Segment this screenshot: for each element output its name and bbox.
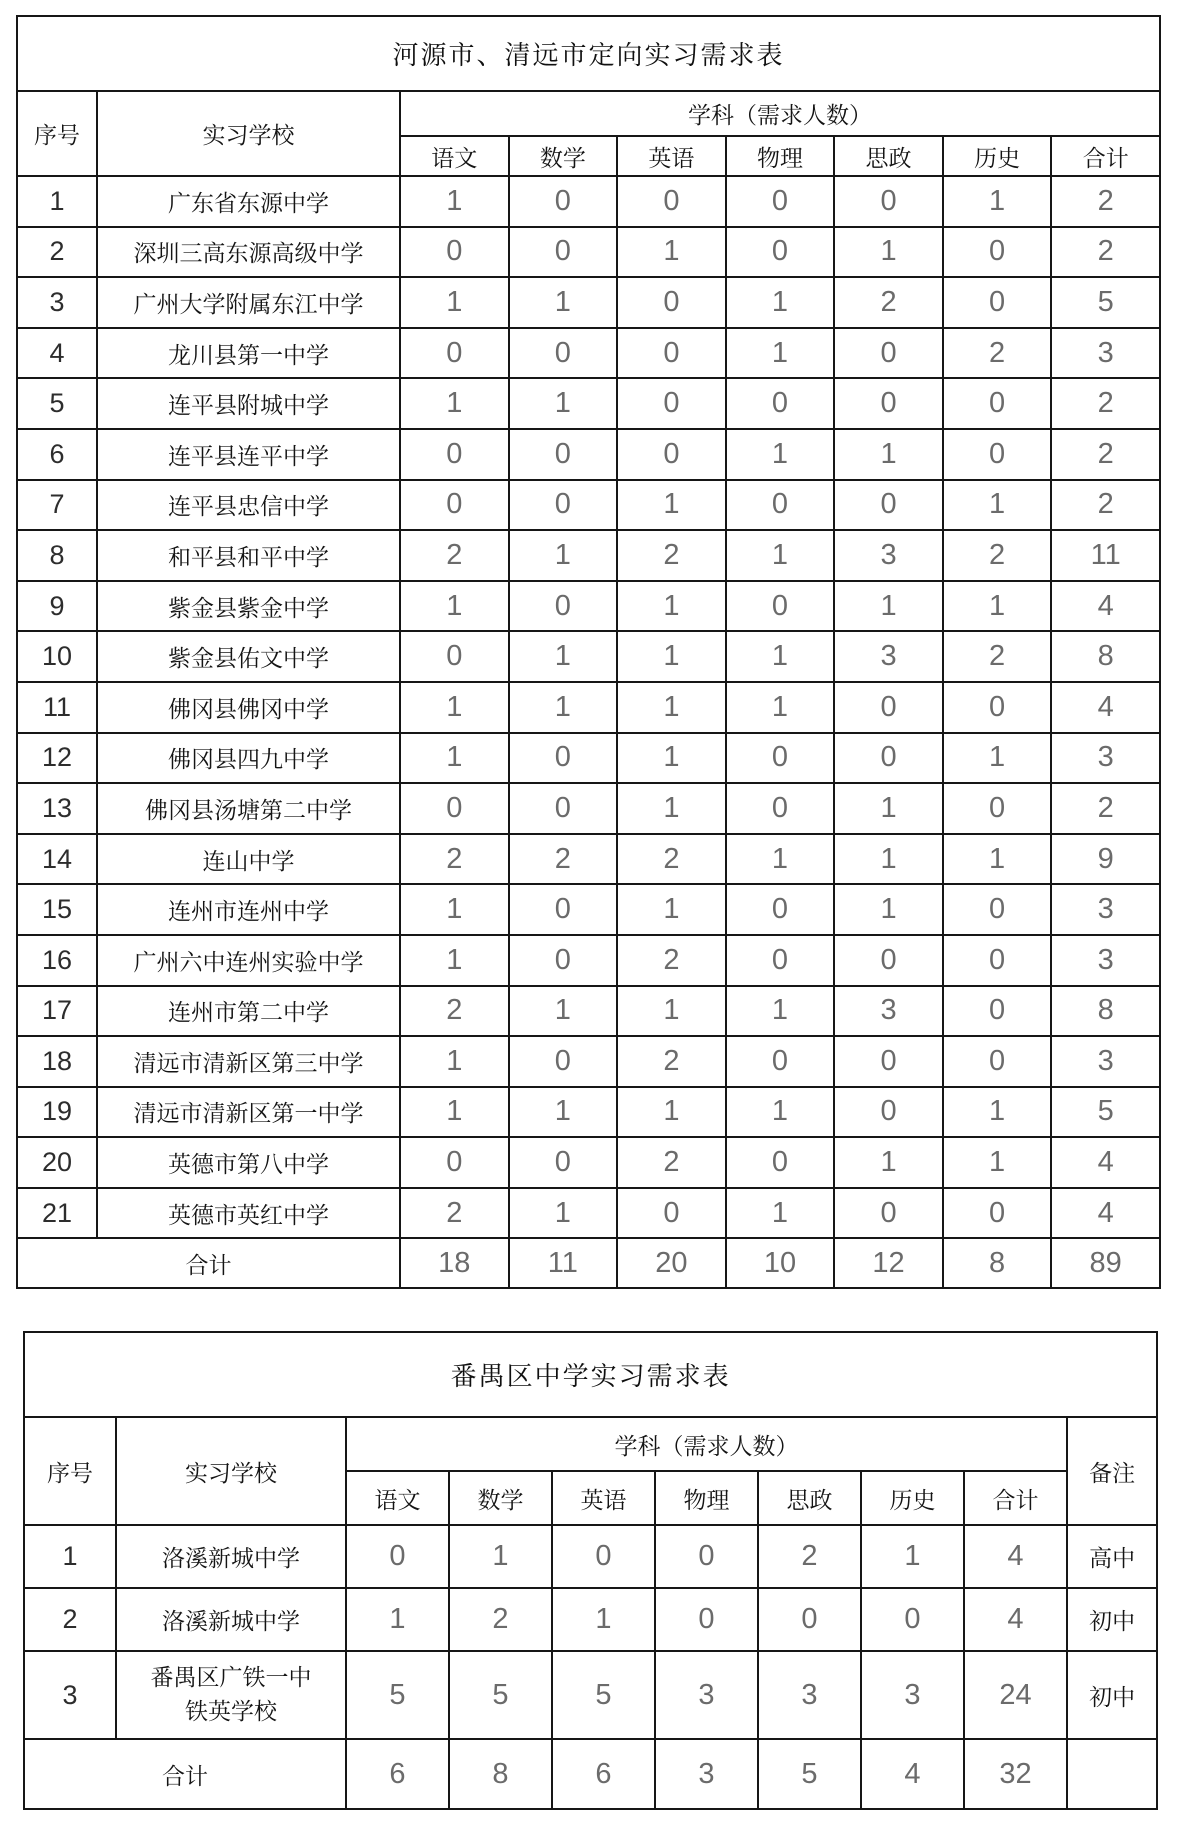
demand-value: 0 xyxy=(400,783,509,834)
demand-value: 0 xyxy=(617,277,726,328)
demand-value: 0 xyxy=(400,631,509,682)
table-row xyxy=(17,1188,1160,1239)
total-row xyxy=(24,1739,1157,1809)
total-value: 6 xyxy=(346,1739,449,1809)
demand-value: 0 xyxy=(509,1137,618,1188)
demand-value: 1 xyxy=(400,884,509,935)
demand-value: 0 xyxy=(400,480,509,531)
table2-header-row-1 xyxy=(24,1417,1157,1471)
table2-title-row xyxy=(24,1332,1157,1417)
demand-value: 1 xyxy=(617,783,726,834)
demand-value: 0 xyxy=(726,783,835,834)
demand-value: 0 xyxy=(943,884,1052,935)
total-value: 8 xyxy=(943,1238,1052,1288)
school-name: 紫金县紫金中学 xyxy=(97,581,400,632)
demand-value: 4 xyxy=(1051,1137,1160,1188)
demand-value: 1 xyxy=(400,935,509,986)
school-name: 英德市第八中学 xyxy=(97,1137,400,1188)
demand-value: 2 xyxy=(509,834,618,885)
demand-value: 2 xyxy=(400,834,509,885)
demand-value: 5 xyxy=(1051,277,1160,328)
demand-value: 4 xyxy=(964,1525,1067,1588)
demand-value: 0 xyxy=(509,935,618,986)
total-value: 5 xyxy=(758,1739,861,1809)
table1-title-row xyxy=(17,16,1160,91)
school-name: 连平县连平中学 xyxy=(97,429,400,480)
school-name: 清远市清新区第一中学 xyxy=(97,1087,400,1138)
demand-value: 1 xyxy=(943,581,1052,632)
demand-value: 5 xyxy=(1051,1087,1160,1138)
school-name: 番禺区广铁一中铁英学校 xyxy=(116,1651,346,1739)
total-label: 合计 xyxy=(24,1739,346,1809)
header-index: 序号 xyxy=(17,91,97,176)
demand-value: 3 xyxy=(1051,884,1160,935)
demand-value: 3 xyxy=(834,986,943,1037)
school-name: 洛溪新城中学 xyxy=(116,1525,346,1588)
demand-value: 0 xyxy=(617,378,726,429)
table-row xyxy=(17,884,1160,935)
demand-value: 0 xyxy=(943,1036,1052,1087)
demand-value: 1 xyxy=(726,986,835,1037)
demand-value: 1 xyxy=(509,682,618,733)
demand-value: 0 xyxy=(509,429,618,480)
demand-value: 1 xyxy=(400,378,509,429)
demand-value: 0 xyxy=(655,1588,758,1651)
table2-title: 番禺区中学实习需求表 xyxy=(24,1332,1157,1417)
demand-value: 4 xyxy=(1051,581,1160,632)
row-index: 14 xyxy=(17,834,97,885)
demand-value: 0 xyxy=(943,227,1052,278)
demand-value: 2 xyxy=(400,986,509,1037)
demand-value: 0 xyxy=(655,1525,758,1588)
table-row xyxy=(17,227,1160,278)
header-school: 实习学校 xyxy=(116,1417,346,1525)
demand-value: 2 xyxy=(1051,783,1160,834)
demand-value: 0 xyxy=(943,378,1052,429)
demand-value: 0 xyxy=(834,733,943,784)
demand-value: 0 xyxy=(726,378,835,429)
demand-value: 0 xyxy=(834,378,943,429)
demand-value: 1 xyxy=(617,884,726,935)
demand-value: 3 xyxy=(1051,733,1160,784)
demand-value: 0 xyxy=(400,227,509,278)
table1-title: 河源市、清远市定向实习需求表 xyxy=(17,16,1160,91)
demand-value: 0 xyxy=(726,227,835,278)
school-name: 清远市清新区第三中学 xyxy=(97,1036,400,1087)
table-row xyxy=(17,480,1160,531)
demand-value: 0 xyxy=(943,682,1052,733)
total-value: 11 xyxy=(509,1238,618,1288)
demand-value: 2 xyxy=(1051,480,1160,531)
row-index: 8 xyxy=(17,530,97,581)
demand-value: 0 xyxy=(726,1036,835,1087)
total-value: 18 xyxy=(400,1238,509,1288)
total-row xyxy=(17,1238,1160,1288)
demand-value: 3 xyxy=(861,1651,964,1739)
row-index: 1 xyxy=(24,1525,116,1588)
demand-value: 1 xyxy=(726,530,835,581)
school-name: 佛冈县佛冈中学 xyxy=(97,682,400,733)
demand-value: 2 xyxy=(758,1525,861,1588)
row-index: 17 xyxy=(17,986,97,1037)
demand-value: 3 xyxy=(1051,328,1160,379)
demand-value: 0 xyxy=(834,935,943,986)
demand-value: 2 xyxy=(834,277,943,328)
demand-value: 1 xyxy=(943,176,1052,227)
subject-header-politics: 思政 xyxy=(758,1471,861,1525)
demand-value: 0 xyxy=(943,935,1052,986)
school-name: 连州市第二中学 xyxy=(97,986,400,1037)
demand-value: 0 xyxy=(400,328,509,379)
demand-value: 2 xyxy=(449,1588,552,1651)
demand-value: 1 xyxy=(509,631,618,682)
remark-value: 高中 xyxy=(1067,1525,1157,1588)
demand-value: 1 xyxy=(726,631,835,682)
table-row xyxy=(17,328,1160,379)
table1-header-row-1 xyxy=(17,91,1160,136)
demand-value: 0 xyxy=(617,328,726,379)
school-name: 连山中学 xyxy=(97,834,400,885)
demand-value: 1 xyxy=(400,1036,509,1087)
subject-header-math: 数学 xyxy=(449,1471,552,1525)
table-row xyxy=(17,277,1160,328)
demand-value: 0 xyxy=(726,935,835,986)
demand-value: 1 xyxy=(509,1188,618,1239)
demand-value: 1 xyxy=(400,176,509,227)
demand-value: 2 xyxy=(943,530,1052,581)
subject-header-total: 合计 xyxy=(964,1471,1067,1525)
demand-value: 0 xyxy=(400,1137,509,1188)
row-index: 11 xyxy=(17,682,97,733)
demand-value: 1 xyxy=(834,581,943,632)
demand-value: 11 xyxy=(1051,530,1160,581)
table-row xyxy=(17,1087,1160,1138)
demand-value: 5 xyxy=(346,1651,449,1739)
demand-value: 0 xyxy=(834,1036,943,1087)
demand-value: 2 xyxy=(617,935,726,986)
school-name: 深圳三高东源高级中学 xyxy=(97,227,400,278)
demand-value: 1 xyxy=(943,733,1052,784)
demand-value: 1 xyxy=(617,581,726,632)
table-row xyxy=(17,1137,1160,1188)
demand-value: 0 xyxy=(861,1588,964,1651)
demand-value: 0 xyxy=(943,429,1052,480)
demand-value: 1 xyxy=(617,227,726,278)
table-row xyxy=(17,733,1160,784)
demand-value: 0 xyxy=(509,480,618,531)
demand-value: 1 xyxy=(834,429,943,480)
demand-value: 1 xyxy=(861,1525,964,1588)
demand-value: 2 xyxy=(400,530,509,581)
subject-header-english: 英语 xyxy=(617,136,726,176)
demand-value: 2 xyxy=(617,1137,726,1188)
demand-value: 1 xyxy=(726,429,835,480)
demand-value: 1 xyxy=(449,1525,552,1588)
table-row xyxy=(17,986,1160,1037)
total-value: 12 xyxy=(834,1238,943,1288)
demand-value: 1 xyxy=(943,834,1052,885)
demand-value: 1 xyxy=(400,682,509,733)
demand-value: 2 xyxy=(400,1188,509,1239)
demand-value: 0 xyxy=(346,1525,449,1588)
header-remark: 备注 xyxy=(1067,1417,1157,1525)
demand-value: 0 xyxy=(834,1188,943,1239)
demand-value: 0 xyxy=(758,1588,861,1651)
demand-value: 1 xyxy=(509,277,618,328)
demand-value: 2 xyxy=(1051,378,1160,429)
demand-value: 1 xyxy=(943,480,1052,531)
row-index: 21 xyxy=(17,1188,97,1239)
table-row xyxy=(17,935,1160,986)
demand-value: 0 xyxy=(726,733,835,784)
school-name: 连平县忠信中学 xyxy=(97,480,400,531)
demand-value: 3 xyxy=(834,530,943,581)
demand-value: 2 xyxy=(617,530,726,581)
school-name: 连州市连州中学 xyxy=(97,884,400,935)
demand-value: 1 xyxy=(509,378,618,429)
demand-value: 0 xyxy=(617,429,726,480)
demand-value: 0 xyxy=(834,682,943,733)
demand-value: 2 xyxy=(943,631,1052,682)
row-index: 18 xyxy=(17,1036,97,1087)
demand-value: 1 xyxy=(400,581,509,632)
demand-value: 0 xyxy=(834,480,943,531)
demand-value: 1 xyxy=(726,682,835,733)
total-value: 32 xyxy=(964,1739,1067,1809)
row-index: 2 xyxy=(17,227,97,278)
row-index: 15 xyxy=(17,884,97,935)
school-name: 龙川县第一中学 xyxy=(97,328,400,379)
demand-value: 1 xyxy=(834,1137,943,1188)
table-heyuan-qingyuan-demand xyxy=(16,15,1161,1289)
demand-value: 0 xyxy=(509,884,618,935)
school-name: 英德市英红中学 xyxy=(97,1188,400,1239)
table-row xyxy=(17,176,1160,227)
demand-value: 2 xyxy=(1051,176,1160,227)
demand-value: 1 xyxy=(400,277,509,328)
table-panyu-demand xyxy=(23,1331,1158,1810)
demand-value: 0 xyxy=(726,581,835,632)
school-name: 佛冈县汤塘第二中学 xyxy=(97,783,400,834)
demand-value: 1 xyxy=(400,1087,509,1138)
demand-value: 0 xyxy=(943,986,1052,1037)
demand-value: 1 xyxy=(617,1087,726,1138)
total-value: 8 xyxy=(449,1739,552,1809)
row-index: 1 xyxy=(17,176,97,227)
table-row xyxy=(17,581,1160,632)
demand-value: 1 xyxy=(509,530,618,581)
demand-value: 0 xyxy=(726,176,835,227)
demand-value: 1 xyxy=(346,1588,449,1651)
subject-header-math: 数学 xyxy=(509,136,618,176)
school-name: 广州六中连州实验中学 xyxy=(97,935,400,986)
total-label: 合计 xyxy=(17,1238,400,1288)
table-row xyxy=(17,378,1160,429)
demand-value: 0 xyxy=(509,581,618,632)
demand-value: 0 xyxy=(552,1525,655,1588)
row-index: 19 xyxy=(17,1087,97,1138)
total-remark xyxy=(1067,1739,1157,1809)
row-index: 16 xyxy=(17,935,97,986)
demand-value: 0 xyxy=(943,783,1052,834)
demand-value: 1 xyxy=(509,986,618,1037)
school-name: 连平县附城中学 xyxy=(97,378,400,429)
demand-value: 1 xyxy=(834,783,943,834)
total-value: 89 xyxy=(1051,1238,1160,1288)
total-value: 6 xyxy=(552,1739,655,1809)
table-row xyxy=(24,1525,1157,1588)
demand-value: 8 xyxy=(1051,986,1160,1037)
row-index: 3 xyxy=(17,277,97,328)
table-row xyxy=(17,429,1160,480)
row-index: 5 xyxy=(17,378,97,429)
demand-value: 1 xyxy=(617,631,726,682)
table-row xyxy=(17,783,1160,834)
demand-value: 4 xyxy=(964,1588,1067,1651)
total-value: 20 xyxy=(617,1238,726,1288)
demand-value: 0 xyxy=(726,1137,835,1188)
demand-value: 0 xyxy=(617,176,726,227)
demand-value: 0 xyxy=(834,176,943,227)
row-index: 10 xyxy=(17,631,97,682)
total-value: 10 xyxy=(726,1238,835,1288)
table-row xyxy=(17,530,1160,581)
demand-value: 1 xyxy=(726,834,835,885)
demand-value: 1 xyxy=(943,1137,1052,1188)
demand-value: 1 xyxy=(617,480,726,531)
demand-value: 1 xyxy=(726,1087,835,1138)
demand-value: 0 xyxy=(509,176,618,227)
subject-header-chinese: 语文 xyxy=(346,1471,449,1525)
demand-value: 1 xyxy=(943,1087,1052,1138)
row-index: 12 xyxy=(17,733,97,784)
subject-header-politics: 思政 xyxy=(834,136,943,176)
school-name: 广州大学附属东江中学 xyxy=(97,277,400,328)
demand-value: 0 xyxy=(509,783,618,834)
demand-value: 1 xyxy=(400,733,509,784)
header-school: 实习学校 xyxy=(97,91,400,176)
header-subject-group: 学科（需求人数） xyxy=(346,1417,1067,1471)
demand-value: 2 xyxy=(1051,227,1160,278)
row-index: 6 xyxy=(17,429,97,480)
demand-value: 3 xyxy=(1051,935,1160,986)
demand-value: 1 xyxy=(617,986,726,1037)
demand-value: 0 xyxy=(726,884,835,935)
demand-value: 0 xyxy=(617,1188,726,1239)
demand-value: 5 xyxy=(552,1651,655,1739)
row-index: 20 xyxy=(17,1137,97,1188)
demand-value: 3 xyxy=(655,1651,758,1739)
row-index: 9 xyxy=(17,581,97,632)
subject-header-physics: 物理 xyxy=(655,1471,758,1525)
demand-value: 3 xyxy=(834,631,943,682)
demand-value: 0 xyxy=(726,480,835,531)
row-index: 7 xyxy=(17,480,97,531)
demand-value: 1 xyxy=(617,733,726,784)
school-name: 佛冈县四九中学 xyxy=(97,733,400,784)
demand-value: 1 xyxy=(726,1188,835,1239)
subject-header-english: 英语 xyxy=(552,1471,655,1525)
demand-value: 1 xyxy=(726,277,835,328)
demand-value: 0 xyxy=(509,328,618,379)
demand-value: 0 xyxy=(834,1087,943,1138)
subject-header-total: 合计 xyxy=(1051,136,1160,176)
demand-value: 1 xyxy=(726,328,835,379)
school-name: 紫金县佑文中学 xyxy=(97,631,400,682)
row-index: 4 xyxy=(17,328,97,379)
demand-value: 0 xyxy=(943,277,1052,328)
school-name: 和平县和平中学 xyxy=(97,530,400,581)
demand-value: 1 xyxy=(552,1588,655,1651)
demand-value: 4 xyxy=(1051,1188,1160,1239)
remark-value: 初中 xyxy=(1067,1651,1157,1739)
demand-value: 2 xyxy=(617,1036,726,1087)
school-name: 广东省东源中学 xyxy=(97,176,400,227)
demand-value: 3 xyxy=(758,1651,861,1739)
demand-value: 24 xyxy=(964,1651,1067,1739)
row-index: 13 xyxy=(17,783,97,834)
subject-header-history: 历史 xyxy=(943,136,1052,176)
total-value: 4 xyxy=(861,1739,964,1809)
demand-value: 1 xyxy=(834,227,943,278)
demand-value: 8 xyxy=(1051,631,1160,682)
table-row xyxy=(17,1036,1160,1087)
row-index: 3 xyxy=(24,1651,116,1739)
demand-value: 0 xyxy=(400,429,509,480)
demand-value: 0 xyxy=(509,733,618,784)
subject-header-chinese: 语文 xyxy=(400,136,509,176)
table-row xyxy=(17,631,1160,682)
subject-header-physics: 物理 xyxy=(726,136,835,176)
demand-value: 1 xyxy=(617,682,726,733)
header-index: 序号 xyxy=(24,1417,116,1525)
remark-value: 初中 xyxy=(1067,1588,1157,1651)
table-row xyxy=(17,834,1160,885)
demand-value: 0 xyxy=(509,1036,618,1087)
total-value: 3 xyxy=(655,1739,758,1809)
demand-value: 0 xyxy=(834,328,943,379)
demand-value: 3 xyxy=(1051,1036,1160,1087)
demand-value: 2 xyxy=(1051,429,1160,480)
subject-header-history: 历史 xyxy=(861,1471,964,1525)
row-index: 2 xyxy=(24,1588,116,1651)
demand-value: 2 xyxy=(617,834,726,885)
table-row xyxy=(17,682,1160,733)
demand-value: 5 xyxy=(449,1651,552,1739)
demand-value: 2 xyxy=(943,328,1052,379)
demand-value: 1 xyxy=(509,1087,618,1138)
demand-value: 1 xyxy=(834,834,943,885)
demand-value: 4 xyxy=(1051,682,1160,733)
school-name: 洛溪新城中学 xyxy=(116,1588,346,1651)
demand-value: 9 xyxy=(1051,834,1160,885)
demand-value: 1 xyxy=(834,884,943,935)
header-subject-group: 学科（需求人数） xyxy=(400,91,1160,136)
table-row xyxy=(24,1651,1157,1739)
demand-value: 0 xyxy=(943,1188,1052,1239)
demand-value: 0 xyxy=(509,227,618,278)
table-row xyxy=(24,1588,1157,1651)
